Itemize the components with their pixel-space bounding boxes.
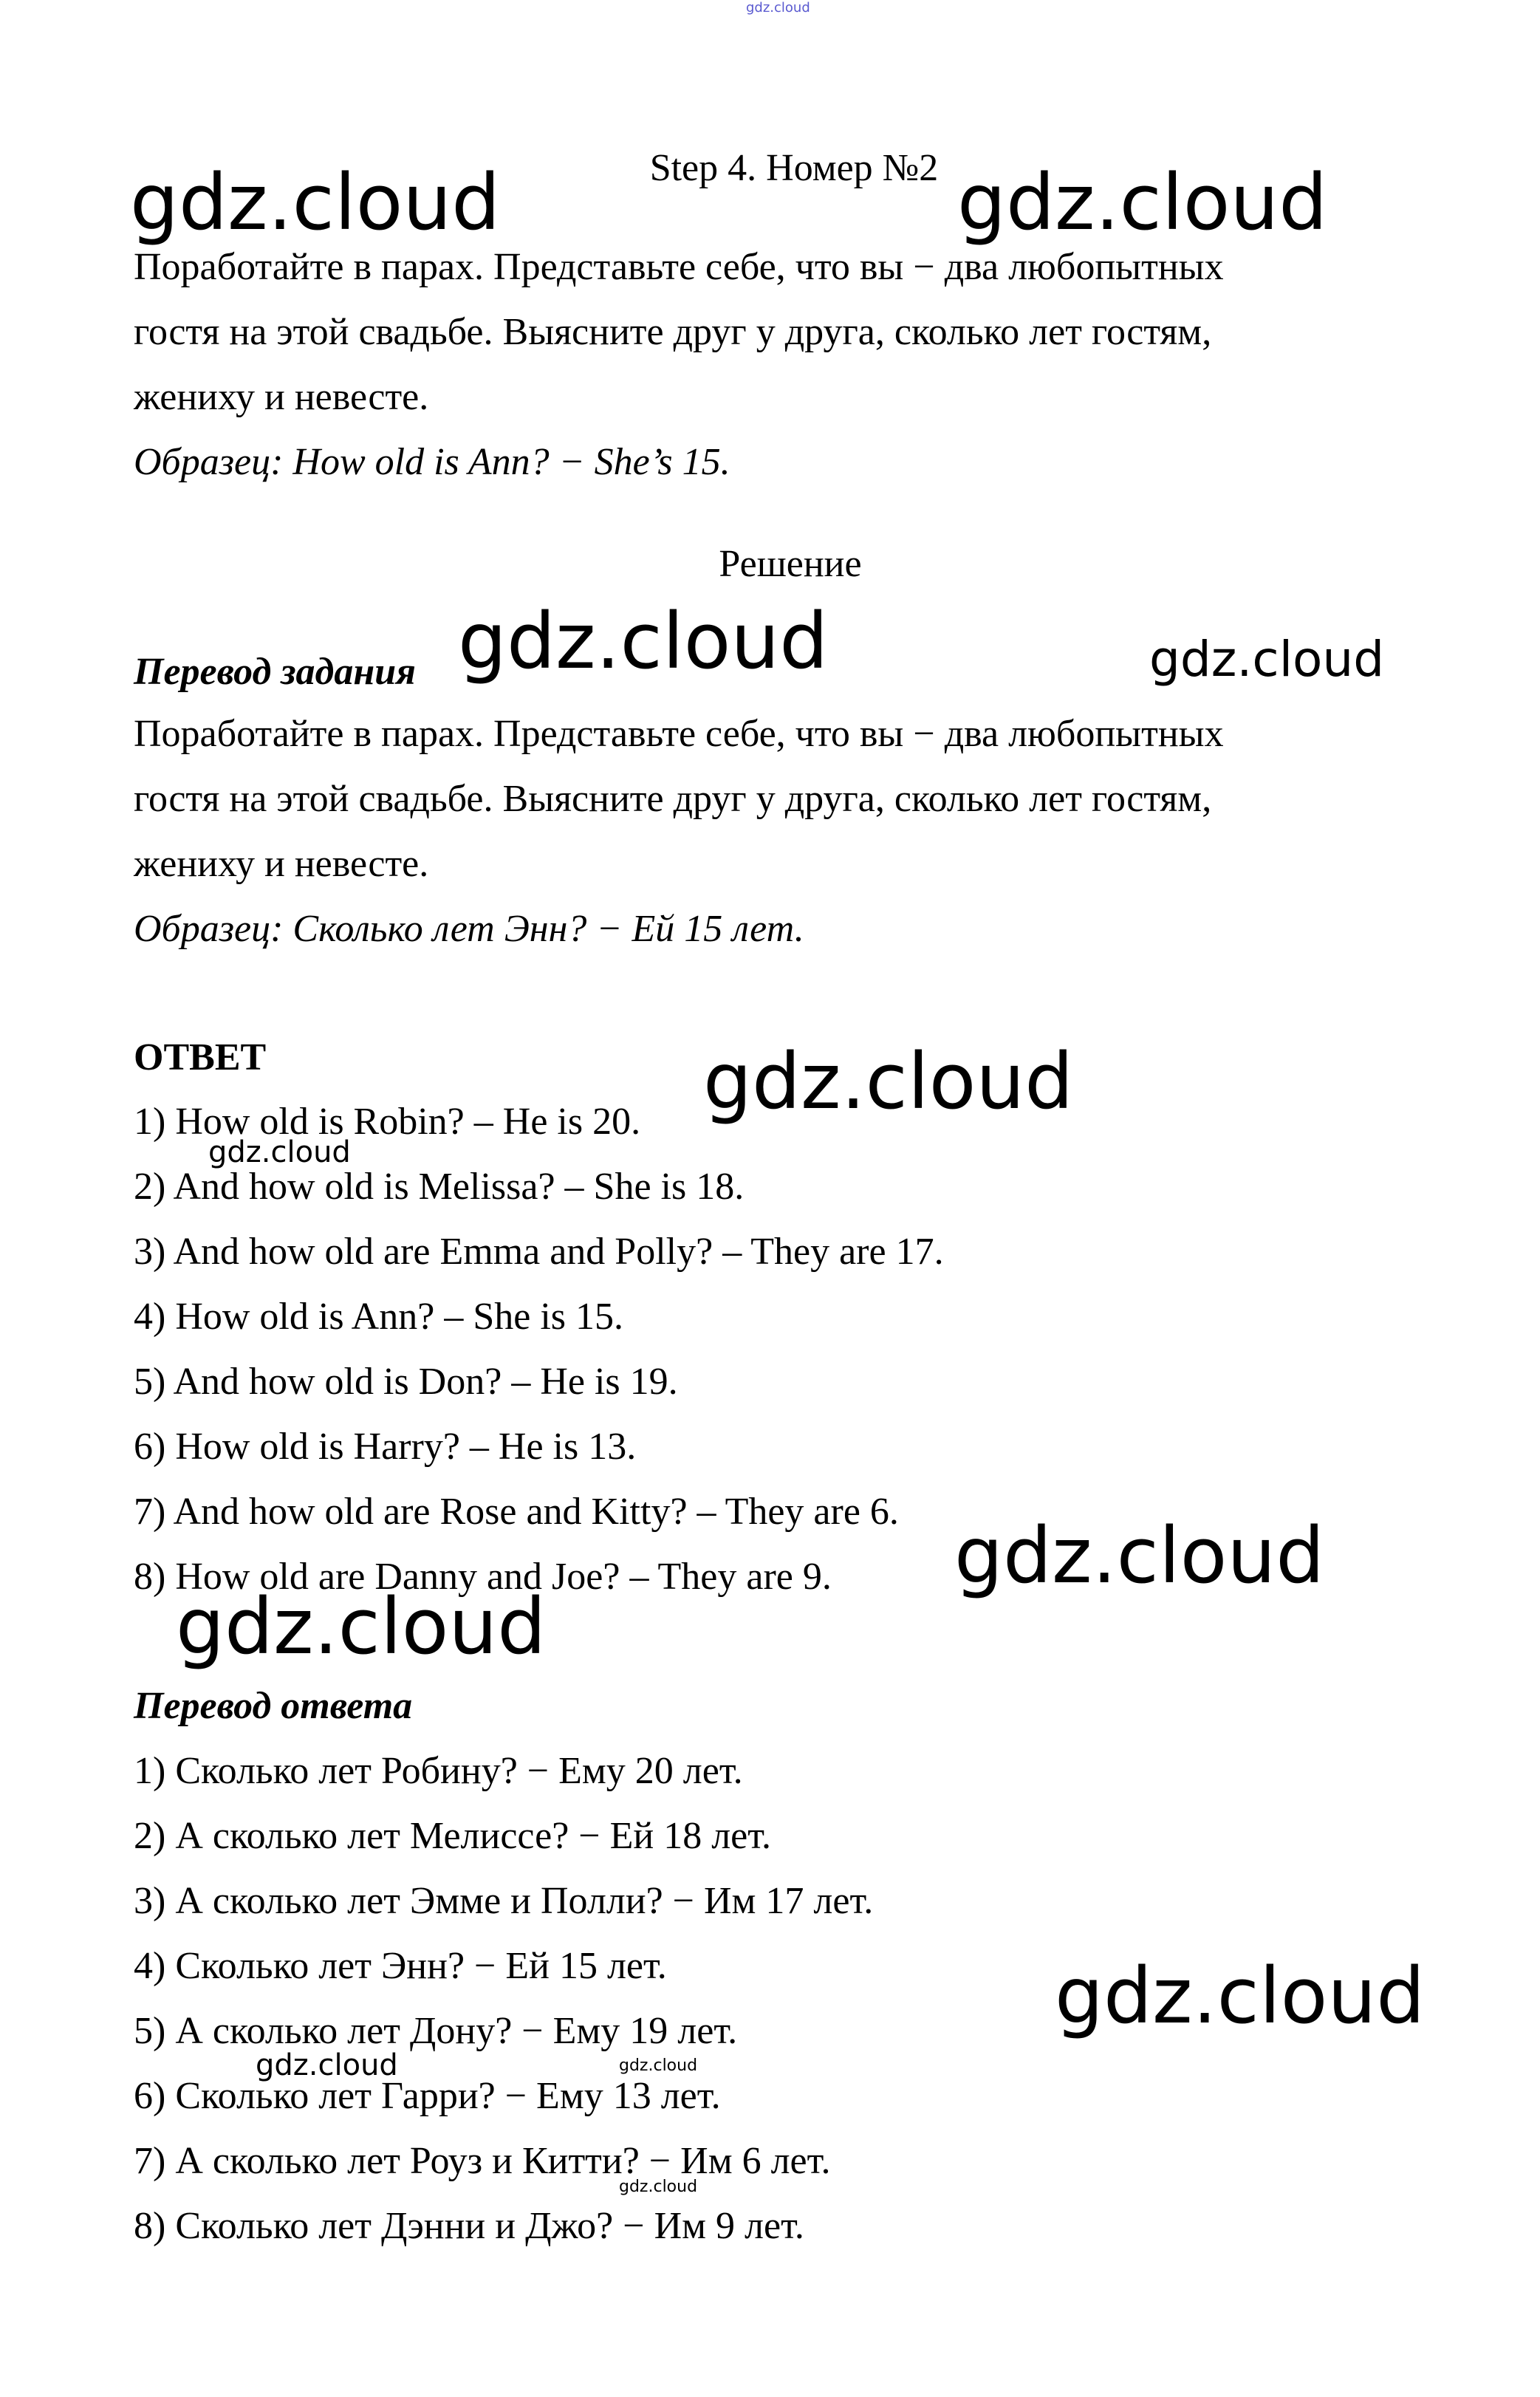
watermark: gdz.cloud: [619, 2178, 698, 2196]
task-translation-heading: Перевод задания: [134, 651, 416, 693]
watermark: gdz.cloud: [703, 1036, 1074, 1126]
watermark: gdz.cloud: [1149, 631, 1385, 688]
task-translation-example: Образец: Сколько лет Энн? − Ей 15 лет.: [134, 908, 804, 950]
task-translation-line: гостя на этой свадьбе. Выясните друг у друга, сколько лет гостям,: [134, 778, 1212, 820]
watermark: gdz.cloud: [1055, 1951, 1426, 2041]
watermark: gdz.cloud: [176, 1582, 547, 1672]
answer-translation-item: 6) Сколько лет Гарри? − Ему 13 лет.: [134, 2075, 721, 2117]
answer-item: 4) How old is Ann? – She is 15.: [134, 1296, 623, 1338]
task-line: гостя на этой свадьбе. Выясните друг у друга, сколько лет гостям,: [134, 311, 1212, 353]
page-title: Step 4. Номер №2: [649, 147, 939, 189]
watermark: gdz.cloud: [619, 2056, 698, 2075]
task-example: Образец: How old is Ann? − She’s 15.: [134, 441, 730, 483]
answer-item: 2) And how old is Melissa? – She is 18.: [134, 1166, 745, 1208]
watermark: gdz.cloud: [957, 157, 1328, 247]
task-line: жениху и невесте.: [134, 376, 429, 418]
answer-item: 8) How old are Danny and Joe? – They are 9.: [134, 1556, 832, 1598]
answer-heading: ОТВЕТ: [134, 1036, 267, 1078]
task-translation-line: Поработайте в парах. Представьте себе, что вы − два любопытных: [134, 713, 1224, 755]
answer-translation-item: 2) А сколько лет Мелиссе? − Ей 18 лет.: [134, 1815, 772, 1857]
task-line: Поработайте в парах. Представьте себе, что вы − два любопытных: [134, 246, 1224, 288]
watermark: gdz.cloud: [746, 0, 810, 16]
watermark: gdz.cloud: [458, 596, 829, 686]
answer-translation-item: 8) Сколько лет Дэнни и Джо? − Им 9 лет.: [134, 2205, 804, 2247]
task-translation-line: жениху и невесте.: [134, 843, 429, 885]
watermark: gdz.cloud: [954, 1511, 1325, 1601]
answer-translation-item: 1) Сколько лет Робину? − Ему 20 лет.: [134, 1750, 743, 1792]
watermark: gdz.cloud: [208, 1135, 351, 1169]
answer-translation-item: 3) А сколько лет Эмме и Полли? − Им 17 лет.: [134, 1880, 874, 1922]
answer-translation-heading: Перевод ответа: [134, 1685, 413, 1727]
answer-translation-item: 5) А сколько лет Дону? − Ему 19 лет.: [134, 2010, 738, 2052]
answer-item: 6) How old is Harry? – He is 13.: [134, 1426, 637, 1468]
answer-translation-item: 4) Сколько лет Энн? − Ей 15 лет.: [134, 1945, 667, 1987]
answer-item: 5) And how old is Don? – He is 19.: [134, 1361, 678, 1403]
answer-item: 7) And how old are Rose and Kitty? – They are 6.: [134, 1491, 899, 1533]
answer-item: 3) And how old are Emma and Polly? – They are 17.: [134, 1231, 944, 1273]
watermark: gdz.cloud: [130, 157, 501, 247]
watermark: gdz.cloud: [256, 2048, 398, 2082]
answer-item: 1) How old is Robin? – He is 20.: [134, 1101, 641, 1143]
answer-translation-item: 7) А сколько лет Роуз и Китти? − Им 6 лет.: [134, 2140, 831, 2182]
solution-heading: Решение: [719, 543, 862, 585]
